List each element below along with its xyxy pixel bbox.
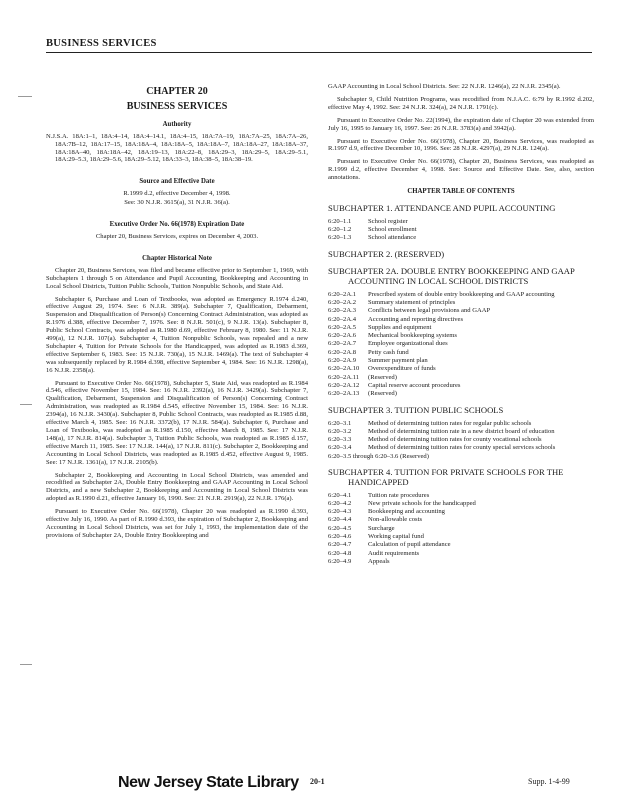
chapter-number: CHAPTER 20	[146, 86, 208, 97]
history-paragraph: Pursuant to Executive Order No. 66(1978), Subchapter 5, State Aid, was readopted as R.1984 d.546, effective November 15, 1984. See: 16 N.J.R. 2392(a), 16 N.J.R. 3429(a). Subchapter 7, Qualification, Debarment, Suspension and Disqualification of Person(s) Concerning Contract Administration, was readopted as R.1984 d.545, effective November 15, 1984. See: 16 N.J.R. 2394(a), 16 N.J.R. 3430(a). Subchapter 8, Public School Contracts, was readopted as R.1985 d.88, effective March 4, 1985. See: 16 N.J.R. 3372(b), 17 N.J.R. 584(a). Subchapter 6, Purchase and Loan of Textbooks, was readopted as R.1985 d.150, effective March 8, 1985. See: 17 N.J.R. 148(a), 17 N.J.R. 814(a). Subchapter 3, Tuition Public Schools, was readopted as R.1985 d.157, effective March 11, 1985. See: 17 N.J.R. 144(a), 17 N.J.R. 811(c). Subchapter 2, Bookkeeping and Accounting in Local School Districts, was readopted as R.1985 d.452, effective August 9, 1985. See: 17 N.J.R. 1361(a), 17 N.J.R. 2105(b).	[46, 379, 308, 466]
history-paragraph: Subchapter 2, Bookkeeping and Accounting in Local School Districts, was amended and recodified as Subchapter 2A, Double Entry Bookkeeping and GAAP Accounting in Local School Districts, and a new Subchapter 2, Bookkeeping and Accounting in Local School Districts was adopted as R.1990 d.21, effective January 16, 1990. See: 21 N.J.R. 2919(a), 22 N.J.R. 176(a).	[46, 471, 308, 503]
section-number: 6:20–4.4	[328, 516, 352, 524]
margin-mark	[20, 404, 32, 405]
toc-entry	[328, 444, 594, 452]
toc-entry	[328, 382, 594, 390]
toc-entry	[328, 453, 594, 461]
section-number: 6:20–2A.6	[328, 332, 357, 340]
section-title: School enrollment	[368, 225, 417, 233]
section-title: Overexpenditure of funds	[368, 365, 436, 373]
section-number: 6:20–4.2	[328, 499, 352, 507]
toc-entry	[328, 558, 594, 566]
section-number: 6:20–4.6	[328, 533, 352, 541]
page-number: 20-1	[310, 777, 325, 786]
section-title: Working capital fund	[368, 533, 424, 541]
section-number: 6:20–1.1	[328, 217, 352, 225]
section-number: 6:20–3.2	[328, 427, 352, 435]
section-title: (Reserved)	[368, 373, 397, 381]
history-paragraph: Chapter 20, Business Services, was filed and became effective prior to September 1, 1969, with Subchapters 1 through 5 on Attendance and Pupil Accounting, Bookkeeping and Accounting in Local School Districts, Tuition Public Schools, Tuition Nonpublic Schools, and State Aid.	[46, 266, 308, 290]
section-number: 6:20–3.1	[328, 419, 352, 427]
history-paragraph: Pursuant to Executive Order No. 66(1978), Chapter 20, Business Services, was readopted as R.1999 d.2, effective December 4, 1998. See: Source and Effective Date. See, also, section annotations.	[328, 158, 594, 182]
toc-title: CHAPTER TABLE OF CONTENTS	[407, 188, 515, 196]
toc-entry	[328, 357, 594, 365]
section-title: Method of determining tuition rates for regular public schools	[368, 419, 532, 427]
history-paragraph: Pursuant to Executive Order No. 66(1978), Chapter 20 was readopted as R.1990 d.393, effective July 16, 1990. As part of R.1990 d.393, the expiration of Subchapter 2, Bookkeeping and Accounting in Local School Districts, was set for July 1, 1993, the implementation date of the provisions of Subchapter 2A, Double Entry Bookkeeping and	[46, 508, 308, 539]
toc-entry	[328, 349, 594, 357]
left-column	[46, 83, 308, 545]
section-title: School attendance	[368, 234, 417, 242]
margin-mark	[18, 96, 32, 97]
toc-entry	[328, 316, 594, 324]
section-number: 6:20–2A.7	[328, 340, 357, 348]
table-of-contents	[328, 204, 594, 566]
section-title: Tuition rate procedures	[368, 491, 430, 499]
toc-entry	[328, 500, 594, 508]
right-column	[328, 83, 594, 566]
section-title: New private schools for the handicapped	[368, 499, 476, 507]
section-number: 6:20–3.4	[328, 444, 352, 452]
toc-entry	[328, 226, 594, 234]
toc-entry	[328, 541, 594, 549]
section-number: 6:20–4.7	[328, 541, 352, 549]
history-paragraph: Subchapter 6, Purchase and Loan of Textbooks, was adopted as Emergency R.1974 d.240, effective August 29, 1974. See: 6 N.J.R. 389(a). Subchapter 7, Qualification, Debarment, Suspension and Disqualification of Person(s) Concerning Contract Administration, was adopted as R.1976 d.388, effective December 7, 1976. See: 8 N.J.R. 501(c), 9 N.J.R. 13(a). Subchapter 8, Public School Contracts, was adopted as R.1980 d.69, effective February 8, 1980. See: 11 N.J.R. 499(a), 12 N.J.R. 107(a). Subchapter 4, Tuition Nonpublic Schools, was repealed and a new Subchapter 4, Tuition for Private Schools for the Handicapped, was adopted as R.1983 d.369, effective September 6, 1983. See: 15 N.J.R. 730(a), 15 N.J.R. 1469(a). The text of Subchapter 4 was subsequently replaced by R.1984 d.398, effective September 4, 1984. See: 16 N.J.R. 1298(a), 16 N.J.R. 2358(a).	[46, 295, 308, 374]
section-number: 6:20–2A.5	[328, 323, 357, 331]
section-number: 6:20–2A.3	[328, 307, 357, 315]
subchapter-title: SUBCHAPTER 4. TUITION FOR PRIVATE SCHOOLS FOR THE HANDICAPPED	[328, 467, 564, 487]
section-number: 6:20–2A.12	[328, 381, 360, 389]
section-number: 6:20–2A.9	[328, 357, 357, 365]
section-title: 6:20–3.5 through 6:20–3.6 (Reserved)	[328, 452, 429, 460]
section-number: 6:20–4.9	[328, 557, 352, 565]
section-number: 6:20–1.3	[328, 234, 352, 242]
section-list	[328, 420, 594, 461]
section-number: 6:20–2A.11	[328, 373, 360, 381]
toc-entry	[328, 340, 594, 348]
section-title: School register	[368, 217, 408, 225]
section-title: Prescribed system of double entry bookkeeping and GAAP accounting	[368, 290, 555, 298]
history-heading: Chapter Historical Note	[142, 254, 212, 262]
section-title: Bookkeeping and accounting	[368, 508, 445, 516]
section-number: 6:20–2A.8	[328, 348, 357, 356]
toc-entry	[328, 299, 594, 307]
margin-mark	[20, 664, 32, 665]
toc-entry	[328, 492, 594, 500]
source-citation: See: 30 N.J.R. 3615(a), 31 N.J.R. 36(a).	[124, 199, 230, 207]
section-number: 6:20–2A.10	[328, 365, 360, 373]
toc-entry	[328, 420, 594, 428]
toc-entry	[328, 218, 594, 226]
supplement-date: Supp. 1-4-99	[528, 777, 570, 786]
section-number: 6:20–4.1	[328, 491, 352, 499]
section-number: 6:20–1.2	[328, 225, 352, 233]
history-paragraph: Subchapter 9, Child Nutrition Programs, was recodified from N.J.A.C. 6:79 by R.1992 d.202, effective May 4, 1992. See: 24 N.J.R. 324(a), 24 N.J.R. 1791(c).	[328, 95, 594, 111]
authority-text: N.J.S.A. 18A:1–1, 18A:4–14, 18A:4–14.1, 18A:4–15, 18A:7A–19, 18A:7A–25, 18A:7A–26, 18A:7B–12, 18A:17–15, 18A:18A–4, 18A:18A–5, 18A:18A–7, 18A:18A–27, 18A:18A–37, 18A:18A–40, 18A:18A–42, 18A:19–13, 18A:22–8, 18A:29–3, 18A:29–5, 18A:29–5.1, 18A:29–5.3, 18A:29–5.6, 18A:29–5.12, 18A:33–3, 18A:38–5, 18A:38–19.	[46, 132, 308, 164]
subchapter-title: SUBCHAPTER 2. (RESERVED)	[328, 248, 445, 259]
expiration-text: Chapter 20, Business Services, expires on December 4, 2003.	[95, 232, 259, 240]
toc-entry	[328, 436, 594, 444]
toc-entry	[328, 374, 594, 382]
toc-entry	[328, 291, 594, 299]
section-title: Supplies and equipment	[368, 323, 432, 331]
toc-entry	[328, 508, 594, 516]
section-title: (Reserved)	[368, 390, 397, 398]
history-paragraph: Pursuant to Executive Order No. 22(1994), the expiration date of Chapter 20 was extended from July 16, 1995 to January 16, 1997. See: 26 N.J.R. 3783(a) and 3942(a).	[328, 116, 594, 132]
section-number: 6:20–2A.4	[328, 315, 357, 323]
section-number: 6:20–3.3	[328, 436, 352, 444]
toc-entry	[328, 533, 594, 541]
section-title: Summary statement of principles	[368, 298, 456, 306]
expiration-heading: Executive Order No. 66(1978) Expiration Date	[109, 221, 245, 229]
section-title: Petty cash fund	[368, 348, 409, 356]
section-list	[328, 218, 594, 242]
section-title: Mechanical bookkeeping systems	[368, 332, 457, 340]
source-heading: Source and Effective Date	[139, 178, 215, 186]
toc-entry	[328, 324, 594, 332]
section-title: Capital reserve account procedures	[368, 381, 461, 389]
subchapter-title: SUBCHAPTER 1. ATTENDANCE AND PUPIL ACCOUNTING	[328, 202, 556, 213]
source-line: R.1999 d.2, effective December 4, 1998.	[123, 190, 231, 198]
running-head: BUSINESS SERVICES	[46, 38, 157, 49]
toc-entry	[328, 525, 594, 533]
section-number: 6:20–4.5	[328, 524, 352, 532]
toc-entry	[328, 516, 594, 524]
section-title: Surcharge	[368, 524, 395, 532]
library-logo: New Jersey State Library	[118, 774, 299, 791]
section-title: Method of determining tuition rates for county special services schools	[368, 444, 556, 452]
toc-entry	[328, 332, 594, 340]
section-title: Non-allowable costs	[368, 516, 423, 524]
section-number: 6:20–4.3	[328, 508, 352, 516]
toc-entry	[328, 550, 594, 558]
subchapter-title: SUBCHAPTER 2A. DOUBLE ENTRY BOOKKEEPING AND GAAP ACCOUNTING IN LOCAL SCHOOL DISTRICTS	[328, 266, 575, 287]
section-title: Accounting and reporting directives	[368, 315, 464, 323]
toc-entry	[328, 390, 594, 398]
section-title: Conflicts between legal provisions and GAAP	[368, 307, 491, 315]
section-title: Method of determining tuition rate in a new district board of education	[368, 427, 555, 435]
section-list	[328, 492, 594, 566]
toc-entry	[328, 428, 594, 436]
chapter-title: BUSINESS SERVICES	[126, 100, 228, 112]
subchapter-title: SUBCHAPTER 3. TUITION PUBLIC SCHOOLS	[328, 404, 504, 415]
toc-entry	[328, 234, 594, 242]
section-title: Employee organizational dues	[368, 340, 448, 348]
toc-entry	[328, 307, 594, 315]
section-title: Audit requirements	[368, 549, 420, 557]
section-list	[328, 291, 594, 398]
header-rule	[46, 52, 592, 53]
section-number: 6:20–2A.1	[328, 290, 357, 298]
section-number: 6:20–2A.13	[328, 390, 360, 398]
history-paragraph: Pursuant to Executive Order No. 66(1978), Chapter 20, Business Services, was readopted as R.1997 d.9, effective December 10, 1996. See: 28 N.J.R. 4297(a), 29 N.J.R. 124(a).	[328, 137, 594, 153]
section-number: 6:20–2A.2	[328, 298, 357, 306]
section-title: Summer payment plan	[368, 357, 428, 365]
section-title: Calculation of pupil attendance	[368, 541, 451, 549]
section-title: Appeals	[368, 557, 390, 565]
history-continued: GAAP Accounting in Local School Districts. See: 22 N.J.R. 1246(a), 22 N.J.R. 2345(a).	[328, 83, 561, 90]
section-title: Method of determining tuition rates for county vocational schools	[368, 436, 542, 444]
toc-entry	[328, 365, 594, 373]
section-number: 6:20–4.8	[328, 549, 352, 557]
authority-heading: Authority	[162, 120, 192, 128]
